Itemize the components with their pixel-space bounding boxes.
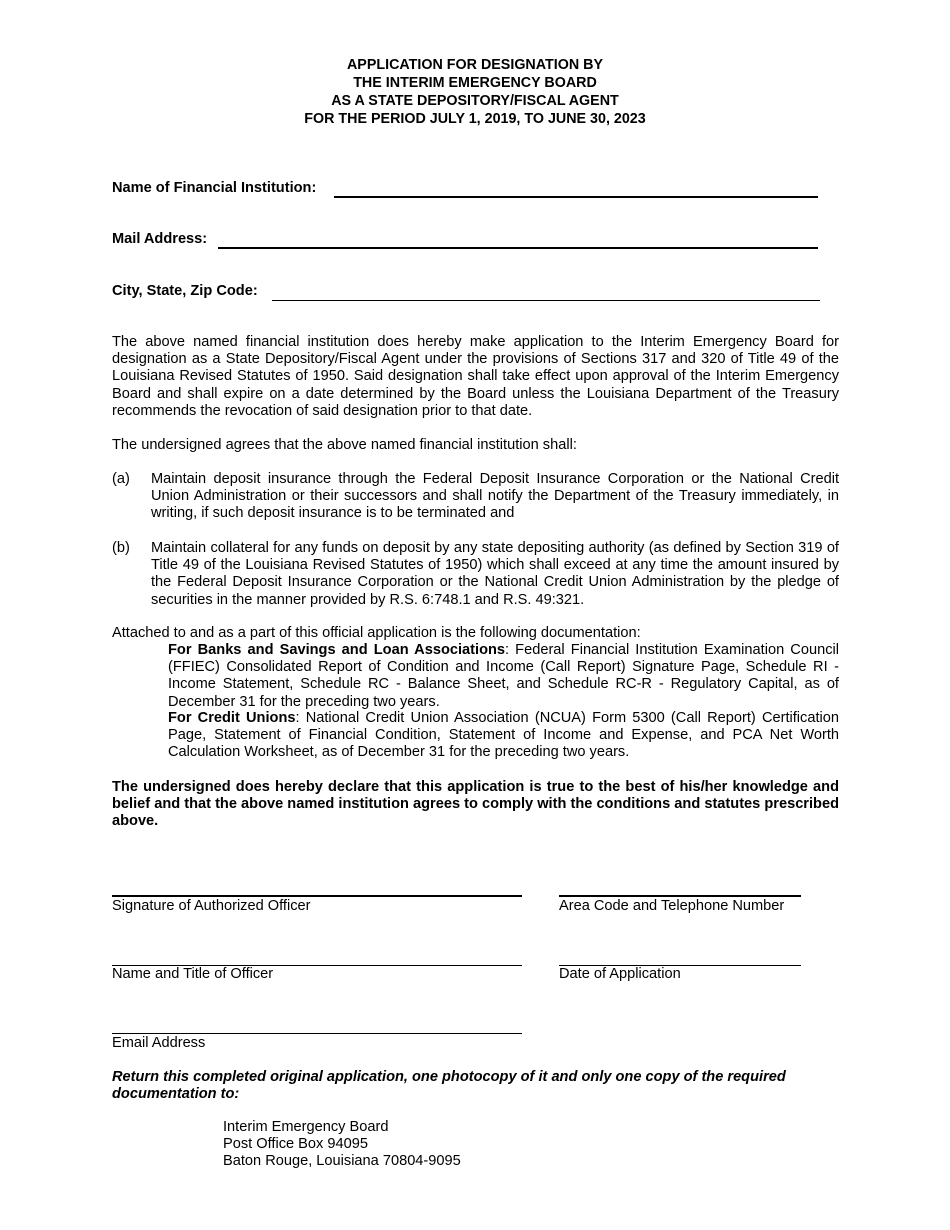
agrees-paragraph: The undersigned agrees that the above named financial institution shall: (112, 437, 577, 453)
intro-paragraph: The above named financial institution does hereby make application to the Interim Emergency Board for designation as a State Depository/Fiscal Agent under the provisions of Sections 317 and 320 of Title 49 of the Louisiana Revised Statutes of 1950. Said designation shall take effect upon approval of the Interim Emergency Board and shall expire on a date determined by the Board unless the Louisiana Department of the Treasury recommends the revocation of said designation prior to that date. (112, 334, 839, 419)
email-label: Email Address (112, 1035, 206, 1051)
mail-address-label: Mail Address: (112, 231, 208, 247)
banks-heading: For Banks and Savings and Loan Associations (168, 642, 506, 658)
phone-line[interactable] (559, 881, 801, 897)
institution-name-field[interactable] (334, 180, 818, 198)
item-a-text: Maintain deposit insurance through the Federal Deposit Insurance Corporation or the National Credit Union Administration or their successors and shall notify the Department of the Treasury immediately, in writing, if such deposit insurance is to be terminated and (151, 471, 839, 522)
banks-documentation (168, 642, 839, 711)
city-state-zip-field[interactable] (272, 283, 820, 301)
title-line-2: THE INTERIM EMERGENCY BOARD (353, 75, 597, 91)
attached-paragraph: Attached to and as a part of this official application is the following documentation: (112, 625, 641, 641)
name-title-line[interactable] (112, 950, 522, 966)
credit-union-documentation (168, 710, 839, 762)
name-title-label: Name and Title of Officer (112, 966, 274, 982)
mail-address-field[interactable] (218, 231, 818, 249)
form-title (0, 56, 950, 128)
date-label: Date of Application (559, 966, 681, 982)
institution-name-label: Name of Financial Institution: (112, 180, 317, 196)
credit-union-text: : National Credit Union Association (NCUA) Form 5300 (Call Report) Certification Page, Statement of Financial Condition, Statement of Income and Expense, and PCA Net Worth Calculation Worksheet, as of December 31 for the preceding two years. (168, 710, 839, 761)
signature-line[interactable] (112, 881, 522, 897)
title-line-1: APPLICATION FOR DESIGNATION BY (346, 57, 604, 73)
address-line-2: Post Office Box 94095 (223, 1136, 368, 1153)
signature-label: Signature of Authorized Officer (112, 898, 311, 914)
city-state-zip-label: City, State, Zip Code: (112, 283, 258, 299)
item-b-text: Maintain collateral for any funds on deposit by any state depositing authority (as defined by Section 319 of Title 49 of the Louisiana Revised Statutes of 1950) which shall exceed at any time the amount insured by the Federal Deposit Insurance Corporation or the National Credit Union Administration by the pledge of securities in the manner provided by R.S. 6:748.1 and R.S. 49:321. (151, 540, 839, 608)
credit-union-heading: For Credit Unions (168, 710, 296, 726)
condition-item-a (112, 471, 839, 523)
phone-label: Area Code and Telephone Number (559, 898, 785, 914)
item-a-label: (a) (112, 471, 130, 487)
address-line-1: Interim Emergency Board (223, 1119, 389, 1135)
declaration-paragraph: The undersigned does hereby declare that this application is true to the best of his/her knowledge and belief and that the above named institution agrees to comply with the conditions and statutes prescribed above. (112, 779, 839, 830)
item-b-label: (b) (112, 540, 130, 556)
date-line[interactable] (559, 950, 801, 966)
email-line[interactable] (112, 1018, 522, 1034)
title-line-4: FOR THE PERIOD JULY 1, 2019, TO JUNE 30, 2023 (304, 111, 646, 127)
title-line-3: AS A STATE DEPOSITORY/FISCAL AGENT (331, 93, 619, 109)
condition-item-b (112, 540, 839, 609)
mailing-address (223, 1119, 461, 1171)
banks-text: : Federal Financial Institution Examination Council (FFIEC) Consolidated Report of Condition and Income (Call Report) Signature Page, Schedule RI - Income Statement, Schedule RC - Balance Sheet, and Schedule RC-R - Regulatory Capital, as of December 31 for the preceding two years. (168, 642, 839, 710)
address-line-3: Baton Rouge, Louisiana 70804-9095 (223, 1153, 461, 1170)
return-instructions: Return this completed original application, one photocopy of it and only one copy of the required documentation to: (112, 1069, 786, 1103)
